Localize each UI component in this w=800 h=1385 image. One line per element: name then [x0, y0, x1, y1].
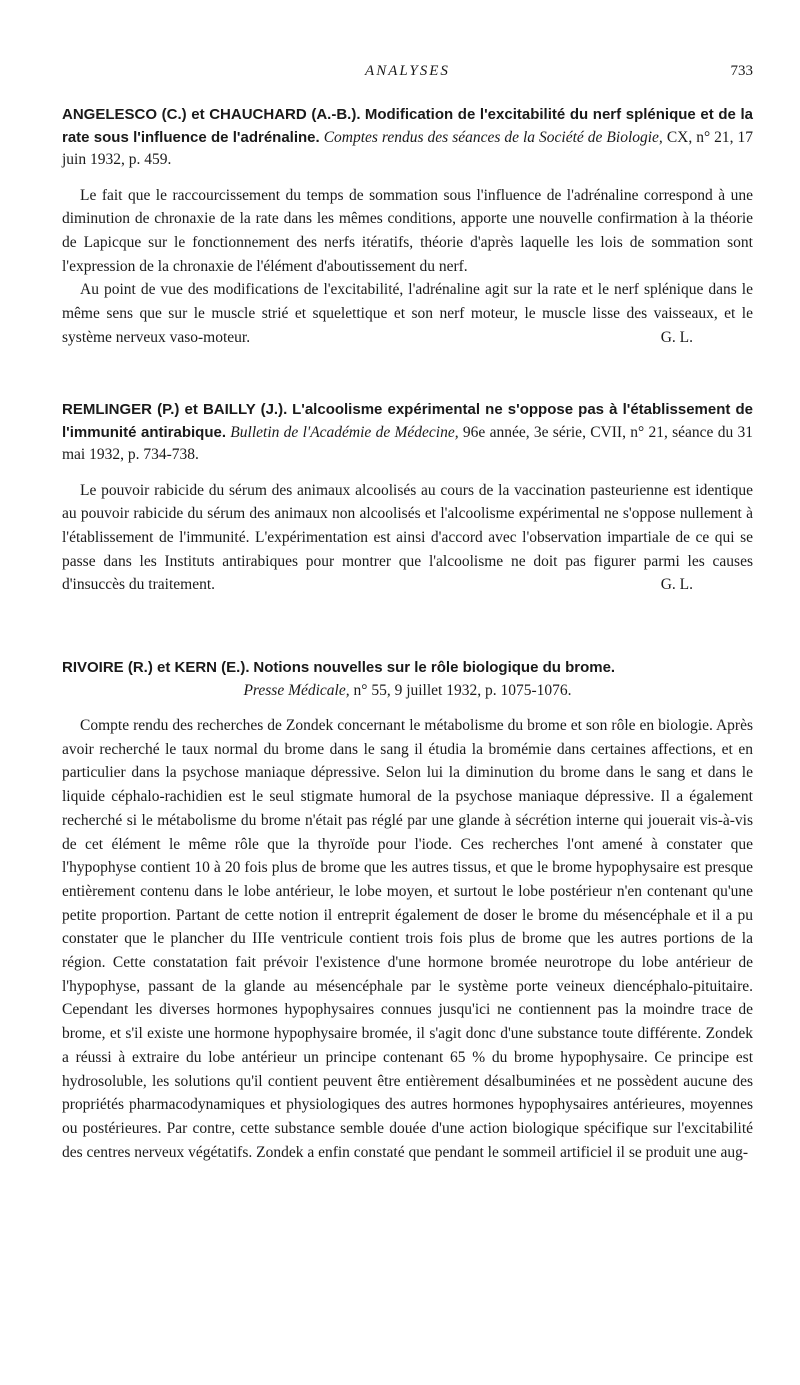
- citation: [62, 657, 753, 702]
- body-paragraph: Compte rendu des recherches de Zondek concernant le métabolisme du brome et son rôle en biologie. Après avoir recherché le taux normal du brome dans le sang il étudia la bromémie dans certaines affections, et en particulier dans la psychose maniaque dépressive. Selon lui la diminution du brome dans le sang et dans le liquide céphalo-rachidien est le seul stigmate humoral de la psychose maniaque dépressive. Il a également recherché si le métabolisme du brome n'était pas réglé par une glande à sécrétion interne qui jouerait vis-à-vis de cet élément le même rôle que la thyroïde pour l'iode. Ces recherches l'ont amené à constater que l'hypophyse contient 10 à 20 fois plus de brome que les autres tissus, et que le brome hypophysaire est presque entièrement contenu dans le lobe antérieur, le lobe moyen, et surtout le lobe postérieur n'en contenant qu'une petite proportion. Partant de cette notion il entreprit également de doser le brome du mésencéphale et il a pu constater que le plancher du IIIe ventricule contient trois fois plus de brome que les autres portions de la région. Cette constatation fait prévoir l'existence d'une hormone bromée neurotrope du lobe antérieur de l'hypophyse, passant de la glande au mésencéphale par le système porte veineux diencéphalo-pituitaire. Cependant les diverses hormones hypophysaires connues jusqu'ici ne contiennent pas la moindre trace de brome, et s'il existe une hormone hypophysaire bromée, il s'agit donc d'une substance toute différente. Zondek a réussi à extraire du lobe antérieur un principe contenant 65 % du brome hypophysaire. Ce principe est hydrosoluble, les solutions qu'il contient peuvent être entièrement désalbuminées et ne possèdent aucune des propriétés pharmacodynamiques et physiologiques des autres hormones hypophysaires antérieures, moyennes ou postérieures. Par contre, cette substance semble douée d'une action biologique spécifique sur l'excitabilité des centres nerveux végétatifs. Zondek a enfin constaté que pendant le sommeil artificiel il se produit une aug-: [62, 717, 753, 1161]
- entry-authors: RIVOIRE (R.) et KERN (E.).: [62, 659, 250, 676]
- abstract-entry-rivoire: [62, 657, 753, 1164]
- page-header: [62, 63, 753, 83]
- entry-body: [62, 479, 753, 598]
- running-title: ANALYSES: [365, 63, 450, 79]
- signature: G. L.: [660, 576, 693, 594]
- entry-title: Modification de l'excitabilité du nerf splénique et de la rate sous l'influence de l'adrénaline.: [62, 106, 753, 146]
- entry-title: L'alcoolisme expérimental ne s'oppose pas à l'établissement de l'immunité antirabique.: [62, 401, 754, 441]
- abstract-entry-remlinger: [62, 399, 753, 597]
- entry-body: [62, 714, 753, 1164]
- citation-reference-line: [62, 680, 753, 703]
- entry-journal: Bulletin de l'Académie de Médecine,: [230, 423, 459, 441]
- body-paragraph: Le fait que le raccourcissement du temps de sommation sous l'influence de l'adrénaline correspond à une diminution de chronaxie de la rate dans les mêmes conditions, apporte une nouvelle confirmation à la théorie de Lapicque sur le fonctionnement des nerfs itératifs, théorie d'après laquelle les lois de sommation sont l'expression de la chronaxie de l'élément d'aboutissement du nerf.: [62, 186, 753, 275]
- signature: G. L.: [660, 328, 693, 346]
- entry-reference: 96e année, 3e série, CVII, n° 21, séance du 31 mai 1932, p. 734-738.: [62, 423, 754, 463]
- body-paragraph: [62, 278, 753, 349]
- body-paragraph-text: Le pouvoir rabicide du sérum des animaux alcoolisés au cours de la vaccination pasteurienne est identique au pouvoir rabicide du sérum des animaux non alcoolisés et l'alcoolisme expérimental ne s'oppose nullement à l'établissement de l'immunité. L'expérimentation est ainsi d'accord avec l'observation impartiale de ce qui se passe dans les Instituts antirabiques pour montrer que l'alcoolisme ne doit pas figurer parmi les causes d'insuccès du traitement.: [62, 481, 753, 594]
- entry-authors: REMLINGER (P.) et BAILLY (J.).: [62, 401, 288, 418]
- entry-title: Notions nouvelles sur le rôle biologique du brome.: [253, 659, 616, 676]
- entry-journal: Presse Médicale,: [243, 681, 350, 699]
- page-number: 733: [730, 63, 753, 79]
- abstract-entry-angelesco: [62, 104, 753, 349]
- entry-reference: CX, n° 21, 17 juin 1932, p. 459.: [62, 128, 754, 168]
- citation: [62, 399, 753, 467]
- entry-body: [62, 184, 753, 350]
- entry-authors: ANGELESCO (C.) et CHAUCHARD (A.-B.).: [62, 106, 361, 123]
- citation: [62, 104, 753, 172]
- body-paragraph-text: Au point de vue des modifications de l'excitabilité, l'adrénaline agit sur la rate et le nerf splénique dans le même sens que sur le muscle strié et squelettique et son nerf moteur, le muscle lisse des vaisseaux, et le système nerveux vaso-moteur.: [62, 281, 753, 346]
- entry-journal: Comptes rendus des séances de la Société de Biologie,: [323, 128, 663, 146]
- entry-reference: n° 55, 9 juillet 1932, p. 1075-1076.: [353, 681, 572, 699]
- body-paragraph: [62, 479, 753, 598]
